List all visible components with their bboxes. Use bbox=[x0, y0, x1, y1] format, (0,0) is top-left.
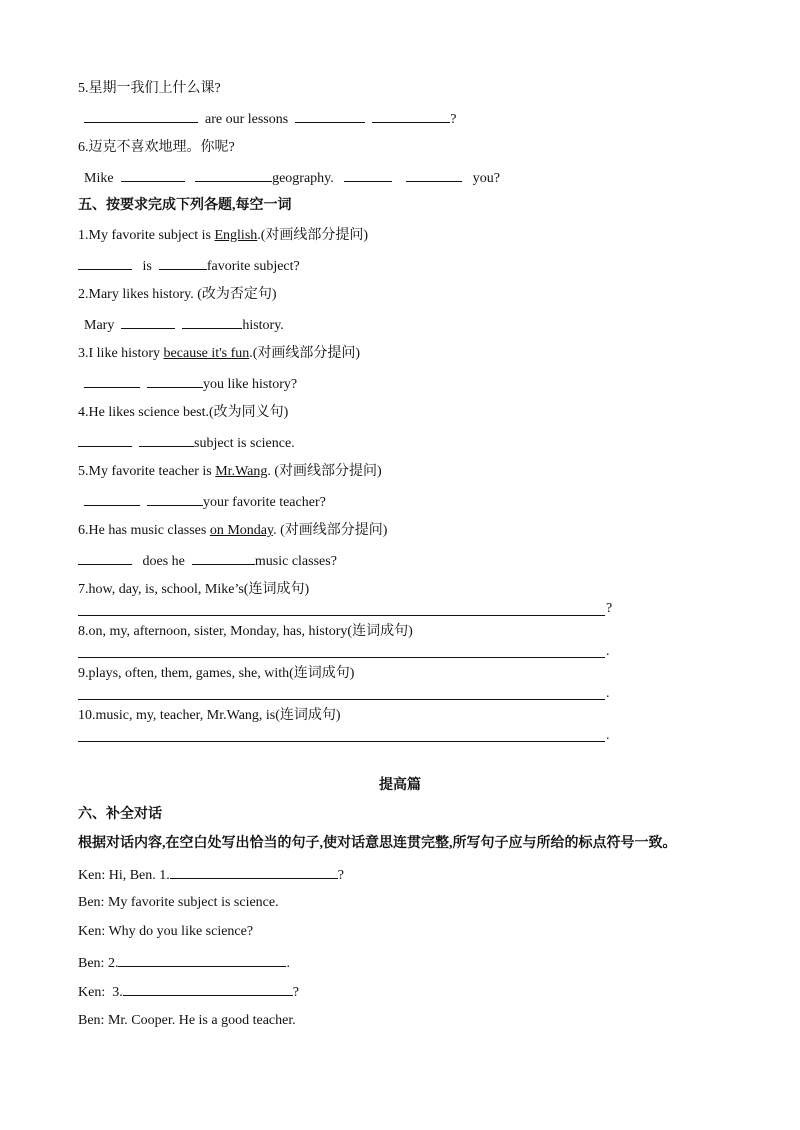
blank[interactable] bbox=[121, 315, 175, 329]
dialog-line-4: Ben: 2. . bbox=[78, 953, 290, 973]
blank[interactable] bbox=[147, 492, 203, 506]
blank[interactable] bbox=[406, 168, 462, 182]
s5-q3: 3.I like history because it's fun.(对画线部分提问) bbox=[78, 346, 361, 361]
s5-q7: 7.how, day, is, school, Mike’s(连词成句) bbox=[78, 582, 310, 597]
dialog-line-6: Ben: Mr. Cooper. He is a good teacher. bbox=[78, 1013, 296, 1028]
blank[interactable] bbox=[123, 982, 293, 996]
answer-line[interactable] bbox=[78, 741, 605, 742]
period: . bbox=[606, 644, 610, 659]
blank[interactable] bbox=[78, 433, 132, 447]
s5-q4-answer: subject is science. bbox=[78, 433, 295, 453]
dialog-line-1: Ken: Hi, Ben. 1. ? bbox=[78, 865, 344, 885]
blank[interactable] bbox=[159, 256, 207, 270]
blank[interactable] bbox=[78, 551, 132, 565]
blank[interactable] bbox=[84, 492, 140, 506]
s5-q2-answer: Mary history. bbox=[84, 315, 284, 335]
s5-q2: 2.Mary likes history. (改为否定句) bbox=[78, 287, 277, 302]
blank[interactable] bbox=[121, 168, 185, 182]
blank[interactable] bbox=[344, 168, 392, 182]
blank[interactable] bbox=[295, 109, 365, 123]
s5-q5-answer: your favorite teacher? bbox=[84, 492, 326, 512]
answer-line[interactable] bbox=[78, 615, 605, 616]
dialog-line-3: Ken: Why do you like science? bbox=[78, 924, 254, 939]
blank[interactable] bbox=[170, 865, 338, 879]
q5-answer-line: are our lessons ? bbox=[84, 109, 456, 129]
period: . bbox=[606, 686, 610, 701]
section5-title: 五、按要求完成下列各题,每空一词 bbox=[78, 198, 292, 213]
s5-q6: 6.He has music classes on Monday. (对画线部分提问) bbox=[78, 523, 388, 538]
s5-q5: 5.My favorite teacher is Mr.Wang. (对画线部分提问) bbox=[78, 464, 382, 479]
s5-q3-answer: you like history? bbox=[84, 374, 297, 394]
s5-q6-answer: does he music classes? bbox=[78, 551, 337, 571]
blank[interactable] bbox=[192, 551, 255, 565]
advanced-title: 提高篇 bbox=[379, 778, 421, 793]
blank[interactable] bbox=[195, 168, 272, 182]
blank[interactable] bbox=[78, 256, 132, 270]
blank[interactable] bbox=[118, 953, 286, 967]
s5-q10: 10.music, my, teacher, Mr.Wang, is(连词成句) bbox=[78, 708, 341, 723]
blank[interactable] bbox=[182, 315, 242, 329]
blank[interactable] bbox=[84, 109, 198, 123]
section6-instructions: 根据对话内容,在空白处写出恰当的句子,使对话意思连贯完整,所写句子应与所给的标点符号一致。 bbox=[78, 836, 677, 851]
answer-line[interactable] bbox=[78, 657, 605, 658]
blank[interactable] bbox=[84, 374, 140, 388]
s5-q4: 4.He likes science best.(改为同义句) bbox=[78, 405, 289, 420]
q5-prompt: 5.星期一我们上什么课? bbox=[78, 81, 221, 96]
period: . bbox=[606, 728, 610, 743]
q6-prompt: 6.迈克不喜欢地理。你呢? bbox=[78, 140, 235, 155]
s5-q1: 1.My favorite subject is English.(对画线部分提问) bbox=[78, 228, 369, 243]
dialog-line-5: Ken: 3. ? bbox=[78, 982, 299, 1002]
s5-q7-end: ? bbox=[606, 601, 613, 616]
blank[interactable] bbox=[139, 433, 194, 447]
s5-q9: 9.plays, often, them, games, she, with(连词成句) bbox=[78, 666, 355, 681]
s5-q1-answer: is favorite subject? bbox=[78, 256, 300, 276]
section6-title: 六、补全对话 bbox=[78, 807, 162, 822]
dialog-line-2: Ben: My favorite subject is science. bbox=[78, 895, 279, 910]
answer-line[interactable] bbox=[78, 699, 605, 700]
blank[interactable] bbox=[147, 374, 203, 388]
s5-q8: 8.on, my, afternoon, sister, Monday, has, history(连词成句) bbox=[78, 624, 413, 639]
q6-answer-line: Mike geography. you? bbox=[84, 168, 500, 188]
blank[interactable] bbox=[372, 109, 450, 123]
